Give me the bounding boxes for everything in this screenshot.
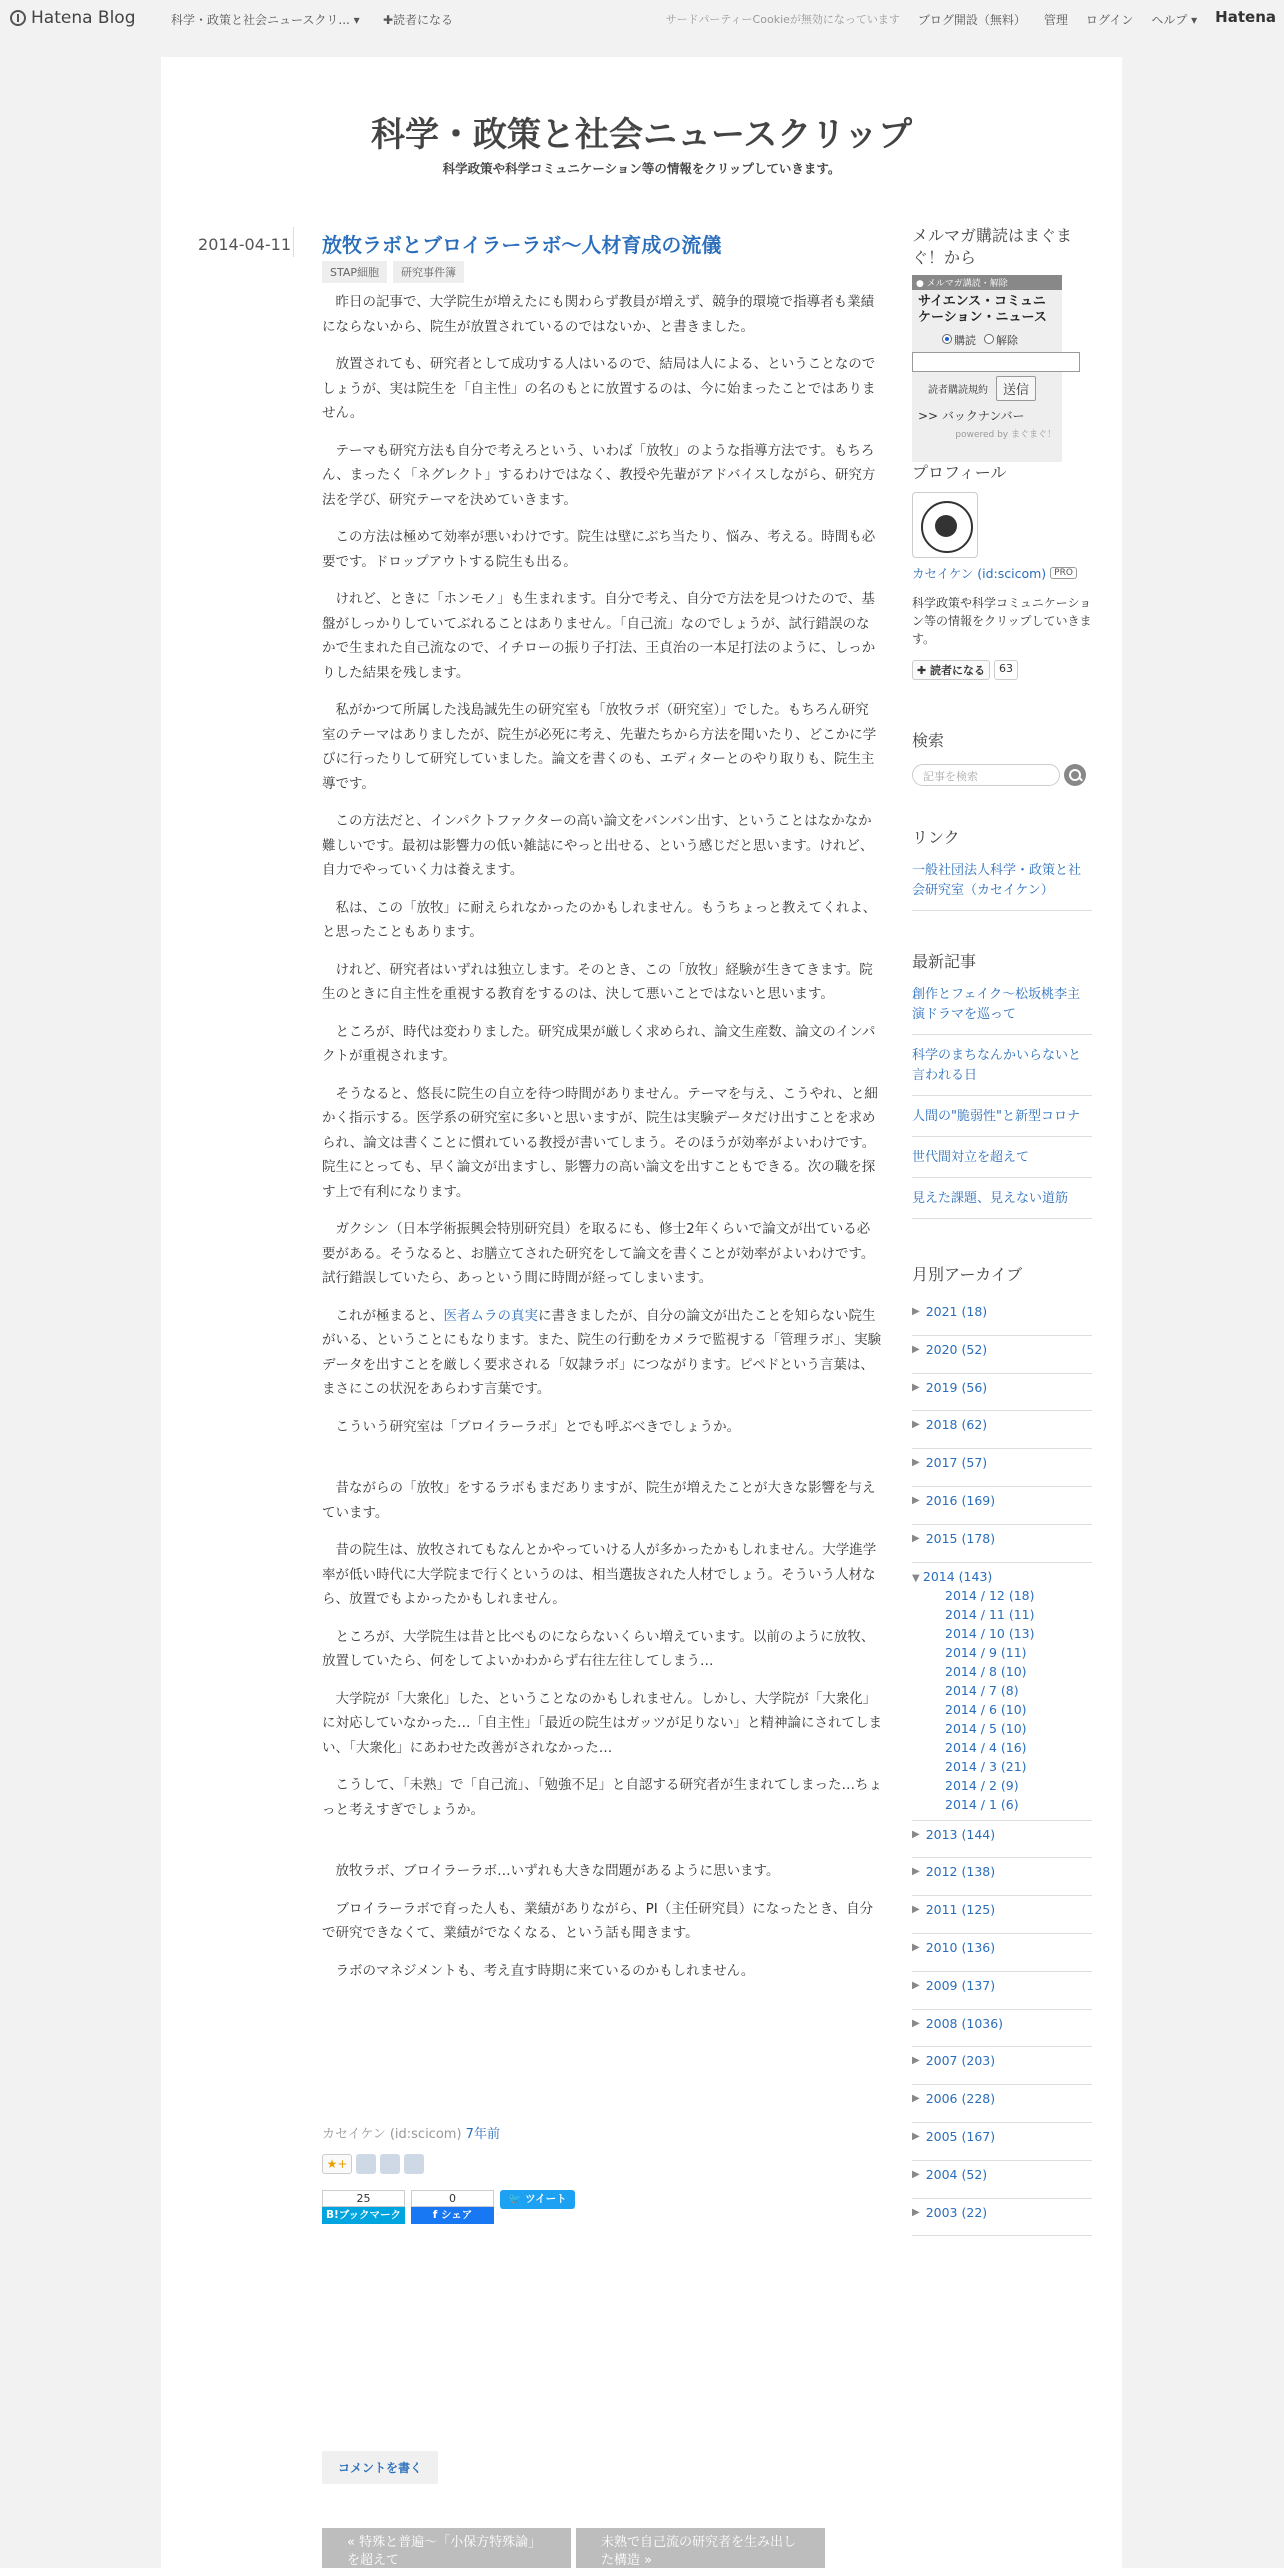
next-entry-link[interactable]: 未熟で自己流の研究者を生み出した構造 »: [576, 2528, 825, 2568]
star-area: [322, 2154, 424, 2174]
entry-paragraph: 放置されても、研究者として成功する人はいるので、結局は人による、ということなのでしょうが、実は院生を「自主性」の名のもとに放置するのは、今に始まったことではありません。: [322, 356, 876, 421]
entry-paragraph: 私は、この「放牧」に耐えられなかったのかもしれません。もうちょっと教えてくれよ、と思ったこともあります。: [322, 899, 877, 940]
star-user-icon[interactable]: [356, 2154, 376, 2174]
mag2-radio-group: [912, 330, 1062, 350]
entry-paragraph: 昨日の記事で、大学院生が増えたにも関わらず教員が増えず、競争的環境で指導者も業績にならないから、院生が放置されているのではないか、と書きました。: [322, 294, 875, 335]
hatebu-count[interactable]: 25: [322, 2190, 405, 2207]
recent-heading: 最新記事: [912, 952, 977, 971]
archive-year-label[interactable]: 2009 (137): [925, 1977, 996, 1993]
archive-year-label[interactable]: 2014 (143): [922, 1568, 993, 1584]
recent-entry-link[interactable]: 見えた課題、見えない道筋: [912, 1189, 1092, 1219]
expand-triangle-icon[interactable]: ▶: [912, 1343, 920, 1355]
archive-month-link[interactable]: 2014 / 5 (10): [945, 1720, 1027, 1736]
search-form: [912, 764, 1092, 786]
login-link[interactable]: ログイン: [1085, 13, 1134, 27]
archive-year-label[interactable]: 2013 (144): [925, 1826, 996, 1842]
facebook-share: [411, 2190, 494, 2224]
mag2-backnumber-link[interactable]: >> バックナンバー: [918, 409, 1025, 423]
expand-triangle-icon[interactable]: ▶: [912, 1494, 920, 1506]
expand-triangle-icon[interactable]: ▶: [912, 1381, 920, 1393]
hatebu-share: [322, 2190, 405, 2224]
category-tag[interactable]: STAP細胞: [322, 261, 387, 283]
archive-year-item[interactable]: [912, 1487, 1092, 1525]
open-blog-link[interactable]: ブログ開設（無料）: [917, 13, 1026, 27]
archive-year-label[interactable]: 2011 (125): [925, 1902, 996, 1918]
archive-list: [912, 1298, 1092, 2236]
archive-month-link[interactable]: 2014 / 4 (16): [945, 1739, 1027, 1755]
avatar[interactable]: [912, 492, 978, 558]
entry-paragraph: けれど、ときに「ホンモノ」も生まれます。自分で考え、自分で方法を見つけたので、基盤がしっかりしていてぶれることはありません。「自己流」なのでしょうが、試行錯誤のなかで生まれた自己流なので、イチローの振り子打法、王貞治の一本足打法のように、しっかりした結果を残します。: [322, 591, 876, 681]
entry-date[interactable]: 2014-04-11: [198, 235, 291, 254]
unsubscribe-radio[interactable]: [984, 332, 1018, 348]
paragraph-gap: [322, 1452, 882, 1476]
links-module: [912, 827, 1092, 922]
archive-year-item[interactable]: [912, 1569, 1092, 1584]
recent-list: [912, 985, 1092, 1219]
entry-paragraph: この方法は極めて効率が悪いわけです。院生は壁にぶち当たり、悩み、考える。時間も必要です。ドロップアウトする院生も出る。: [322, 529, 876, 570]
search-icon[interactable]: [1064, 764, 1086, 786]
archive-year-label[interactable]: 2004 (52): [925, 2166, 988, 2182]
recent-entry-link[interactable]: 人間の"脆弱性"と新型コロナ: [912, 1107, 1092, 1137]
expand-triangle-icon[interactable]: ▶: [912, 1904, 920, 1916]
category-tag[interactable]: 研究事件簿: [393, 261, 464, 283]
radio-checked-icon: [942, 334, 952, 344]
entry-paragraph: そうなると、悠長に院生の自立を待つ時間がありません。テーマを与え、こうやれ、と細かく指示する。医学系の研究室に多いと思いますが、院生は実験データだけ出すことを求められ、論文は書くことに慣れている教授が書いてしまう。そのほうが効率がよいわけです。院生にとっても、早く論文が出ますし、影響力の高い論文を出すこともできる。次の職を探す上で有利になります。: [322, 1085, 878, 1200]
archive-year-expanded: [912, 1563, 1092, 1821]
archive-year-label[interactable]: 2020 (52): [925, 1341, 988, 1357]
archive-year-item[interactable]: [912, 1896, 1092, 1934]
expand-triangle-icon[interactable]: ▶: [912, 1866, 920, 1878]
archive-year-item[interactable]: [912, 2199, 1092, 2237]
entry-paragraph: ラボのマネジメントも、考え直す時期に来ているのかもしれません。: [335, 1962, 755, 1979]
recent-module: [912, 951, 1092, 1230]
expand-triangle-icon[interactable]: ▶: [912, 2017, 920, 2029]
subscribe-area: [912, 660, 1092, 680]
entry-paragraph: 私がかつて所属した浅島誠先生の研究室も「放牧ラボ（研究室）」でした。もちろん研究室のテーマはありましたが、院生が必死に考え、先輩たちから方法を聞いたり、どこかに学びに行ったりして研究していました。論文を書くのも、エディターとのやり取りも、院生主導です。: [322, 702, 877, 792]
archive-year-item[interactable]: [912, 1934, 1092, 1972]
link-item[interactable]: 一般社団法人科学・政策と社会研究室（カセイケン）: [912, 861, 1092, 911]
tweet-label: ツイート: [525, 2193, 567, 2205]
entry-paragraph: [322, 1304, 882, 1402]
expand-triangle-icon[interactable]: ▶: [912, 1941, 920, 1953]
archive-module: [912, 1264, 1092, 2236]
cookie-notice[interactable]: サードパーティーCookieが無効になっています: [665, 13, 900, 26]
mag2-terms-link[interactable]: 読者購読規約: [928, 385, 988, 396]
entry-paragraph: 大学院が「大衆化」した、ということなのかもしれません。しかし、大学院が「大衆化」に対応していなかった…「自主性」「最近の院生はガッツが足りない」と精神論にされてしまい、「大衆化」にあわせた改善がされなかった…: [322, 1690, 882, 1756]
links-heading: リンク: [912, 828, 960, 847]
archive-year-item[interactable]: [912, 1525, 1092, 1563]
expand-triangle-icon[interactable]: ▶: [912, 2130, 920, 2142]
mag2-widget: [912, 275, 1062, 462]
subscribe-radio-label: 購読: [954, 334, 976, 347]
entry-footer: [322, 2123, 500, 2142]
entry-title[interactable]: 放牧ラボとブロイラーラボ〜人材育成の流儀: [322, 233, 722, 257]
blog-description: 科学政策や科学コミュニケーション等の情報をクリップしていきます。: [442, 161, 841, 176]
expand-triangle-icon[interactable]: ▶: [912, 2055, 920, 2067]
entry-content: [322, 290, 882, 1996]
profile-name-row: [912, 564, 1092, 582]
archive-month-link[interactable]: 2014 / 7 (8): [945, 1682, 1019, 1698]
expand-triangle-icon[interactable]: ▶: [912, 2168, 920, 2180]
entry-paragraph: テーマも研究方法も自分で考えろという、いわば「放牧」のような指導方法です。もちろん、まったく「ネグレクト」するわけではなく、教授や先輩がアドバイスしながら、研究方法を学び、研究テーマを決めていきます。: [322, 442, 876, 508]
entry-paragraph: 昔の院生は、放牧されてもなんとかやっていける人が多かったかもしれません。大学進学率が低い時代に大学院まで行くというのは、相当選抜された人材でしょう。そういう人材なら、放置でもよかったかもしれません。: [322, 1542, 877, 1607]
archive-month-link[interactable]: 2014 / 2 (9): [945, 1777, 1019, 1793]
archive-year-item[interactable]: [912, 1449, 1092, 1487]
paragraph-text: に書きましたが、自分の論文が出たことを知らない院生がいる、ということにもなります。また、院生の行動をカメラで監視する「管理ラボ」、実験データを出すことを厳しく要求される「奴隷ラボ」につながります。ピペドという言葉は、まさにこの状況をあらわす言葉です。: [322, 1307, 882, 1397]
admin-link[interactable]: 管理: [1043, 13, 1068, 27]
mag2-email-input[interactable]: [912, 352, 1080, 372]
entry-paragraph: ブロイラーラボで育った人も、業績がありながら、PI（主任研究員）になったとき、自分で研究できなくて、業績がでなくなる、という話も聞きます。: [322, 1900, 874, 1941]
share-buttons: [322, 2190, 575, 2224]
header-subscribe-button[interactable]: ✚読者になる: [383, 13, 454, 27]
permalink-time[interactable]: 7年前: [465, 2127, 500, 2142]
archive-year-label[interactable]: 2015 (178): [925, 1530, 996, 1546]
archive-year-item[interactable]: [912, 2123, 1092, 2161]
inline-article-link[interactable]: 医者ムラの真実: [443, 1307, 538, 1324]
author-link[interactable]: カセイケン (id:scicom): [322, 2127, 462, 2142]
mag2-top-bar: ● メルマガ講読・解除: [912, 275, 1062, 290]
archive-year-label[interactable]: 2008 (1036): [925, 2015, 1004, 2031]
expand-triangle-icon[interactable]: ▶: [912, 2093, 920, 2105]
archive-year-label[interactable]: 2006 (228): [925, 2091, 996, 2107]
links-list: [912, 861, 1092, 911]
expand-triangle-icon[interactable]: ▶: [912, 1532, 920, 1544]
hatena-blog-logo[interactable]: [10, 8, 136, 28]
archive-year-label[interactable]: 2005 (167): [925, 2128, 996, 2144]
tweet-button[interactable]: [500, 2190, 575, 2209]
collapse-triangle-icon[interactable]: ▼: [912, 1572, 923, 1584]
hatena-logo[interactable]: Hatena: [1215, 8, 1276, 26]
radio-unchecked-icon: [984, 334, 994, 344]
archive-month-link[interactable]: 2014 / 1 (6): [945, 1796, 1019, 1812]
archive-year-item[interactable]: [912, 2010, 1092, 2048]
archive-year-label[interactable]: 2012 (138): [925, 1864, 996, 1880]
star-user-icon[interactable]: [380, 2154, 400, 2174]
entry-paragraph: ところが、時代は変わりました。研究成果が厳しく求められ、論文生産数、論文のインパクトが重視されます。: [322, 1023, 876, 1064]
entry-paragraph: こうして、「未熟」で「自己流」、「勉強不足」と自認する研究者が生まれてしまった…ちょっと考えすぎでしょうか。: [322, 1777, 882, 1818]
entry-categories: [322, 261, 464, 283]
expand-triangle-icon[interactable]: ▶: [912, 1306, 920, 1317]
sidebar-magazine-heading: [912, 225, 1092, 269]
tweet-share: [500, 2190, 575, 2224]
mag2-action-row: [912, 372, 1062, 405]
archive-year-label[interactable]: 2007 (203): [925, 2053, 996, 2069]
archive-year-label[interactable]: 2003 (22): [925, 2204, 988, 2220]
blog-title[interactable]: 科学・政策と社会ニュースクリップ: [371, 115, 912, 155]
archive-year-item[interactable]: [912, 1972, 1092, 2010]
search-input[interactable]: 記事を検索: [912, 764, 1060, 786]
expand-triangle-icon[interactable]: ▶: [912, 2206, 920, 2218]
entry-paragraph: ガクシン（日本学術振興会特別研究員）を取るにも、修士2年くらいで論文が出ている必要がある。そうなると、お膳立てされた研究をして論文を書くことが効率がよいわけです。試行錯誤していたら、あっという間に時間が経ってしまいます。: [322, 1221, 875, 1286]
archive-year-item[interactable]: [912, 1821, 1092, 1859]
expand-triangle-icon[interactable]: ▶: [912, 1828, 920, 1840]
archive-year-label[interactable]: 2019 (56): [925, 1379, 988, 1395]
archive-year-item[interactable]: [912, 1336, 1092, 1374]
recent-entry-link[interactable]: 創作とフェイク〜松坂桃李主演ドラマを巡って: [912, 985, 1092, 1035]
archive-months: [912, 1586, 1092, 1814]
global-header: [0, 0, 1284, 38]
archive-year-item[interactable]: [912, 2161, 1092, 2199]
archive-year-item[interactable]: [912, 1858, 1092, 1896]
archive-month-link[interactable]: 2014 / 3 (21): [945, 1758, 1027, 1774]
archive-month-link[interactable]: 2014 / 11 (11): [945, 1606, 1035, 1622]
archive-month-link[interactable]: 2014 / 9 (11): [945, 1644, 1027, 1660]
archive-year-label[interactable]: 2021 (18): [925, 1304, 988, 1319]
blog-container: [161, 57, 1122, 2568]
twitter-bird-icon: 🐦: [508, 2193, 526, 2205]
profile-description: 科学政策や科学コミュニケーション等の情報をクリップしていきます。: [912, 596, 1092, 646]
write-comment-button[interactable]: コメントを書く: [322, 2451, 438, 2484]
recent-entry-link[interactable]: 科学のまちなんかいらないと言われる日: [912, 1046, 1092, 1096]
avatar-icon: [935, 515, 957, 537]
header-right-menu: [665, 8, 1276, 28]
archive-year-item[interactable]: [912, 1411, 1092, 1449]
archive-month-link[interactable]: 2014 / 6 (10): [945, 1701, 1027, 1717]
archive-year-label[interactable]: 2016 (169): [925, 1492, 996, 1508]
add-star-button[interactable]: ★+: [322, 2154, 352, 2174]
profile-module: [912, 462, 1092, 680]
archive-heading: 月別アーカイブ: [912, 1265, 1023, 1284]
entry-paragraph: ところが、大学院生は昔と比べものにならないくらい増えています。以前のように放牧、放置していたら、何をしてよいかわからず右往左往してしまう…: [322, 1628, 875, 1669]
profile-name-link[interactable]: カセイケン (id:scicom): [912, 566, 1047, 581]
archive-year-item[interactable]: [912, 2085, 1092, 2123]
archive-year-label[interactable]: 2017 (57): [925, 1455, 988, 1471]
logo-text: Hatena Blog: [31, 8, 136, 28]
subscribe-radio[interactable]: [942, 332, 976, 348]
hatena-blog-logo-icon: [10, 10, 26, 26]
facebook-share-button[interactable]: f シェア: [411, 2207, 494, 2224]
star-user-icon[interactable]: [404, 2154, 424, 2174]
archive-month-link[interactable]: 2014 / 8 (10): [945, 1663, 1027, 1679]
subscribe-button[interactable]: ✚ 読者になる: [912, 660, 990, 680]
mag2-send-button[interactable]: 送信: [996, 376, 1036, 401]
facebook-count[interactable]: 0: [411, 2190, 494, 2207]
pro-badge: PRO: [1050, 567, 1077, 579]
archive-year-item[interactable]: [912, 1374, 1092, 1412]
hatebu-button[interactable]: B!ブックマーク: [322, 2207, 405, 2224]
expand-triangle-icon[interactable]: ▶: [912, 1979, 920, 1991]
archive-month-link[interactable]: 2014 / 10 (13): [945, 1625, 1035, 1641]
entry-paragraph: 昔ながらの「放牧」をするラボもまだありますが、院生が増えたことが大きな影響を与えています。: [322, 1480, 876, 1521]
archive-year-item[interactable]: [912, 1298, 1092, 1336]
help-menu[interactable]: ヘルプ ▾: [1151, 13, 1198, 27]
entry-paragraph: この方法だと、インパクトファクターの高い論文をバンバン出す、ということはなかなか難しいです。最初は影響力の低い雑誌にやっと出せる、という感じだと思います。けれど、自力でやっていく力は養えます。: [322, 813, 874, 878]
paragraph-text: これが極まると、: [335, 1307, 444, 1324]
subscriber-count[interactable]: 63: [994, 660, 1018, 680]
expand-triangle-icon[interactable]: ▶: [912, 1419, 920, 1431]
profile-heading: プロフィール: [912, 463, 1007, 482]
entry-paragraph: こういう研究室は「ブロイラーラボ」とでも呼ぶべきでしょうか。: [335, 1418, 741, 1435]
archive-year-label[interactable]: 2010 (136): [925, 1939, 996, 1955]
search-heading: 検索: [912, 731, 945, 750]
archive-month-link[interactable]: 2014 / 12 (18): [945, 1587, 1035, 1603]
expand-triangle-icon[interactable]: ▶: [912, 1457, 920, 1469]
entry-paragraph: 放牧ラボ、ブロイラーラボ…いずれも大きな問題があるように思います。: [335, 1863, 780, 1879]
search-module: [912, 730, 1092, 786]
mag2-title: サイエンス・コミュニケーション・ニュース: [918, 294, 1047, 325]
date-divider: [293, 227, 294, 257]
archive-year-label[interactable]: 2018 (62): [925, 1417, 988, 1433]
entry-paragraph: けれど、研究者はいずれは独立します。そのとき、この「放牧」経験が生きてきます。院生のときに自主性を重視する教育をするのは、決して悪いことではないと思います。: [322, 961, 873, 1002]
blog-menu[interactable]: 科学・政策と社会ニュースクリ... ▾: [171, 13, 360, 27]
unsubscribe-radio-label: 解除: [996, 334, 1018, 347]
prev-entry-link[interactable]: « 特殊と普遍〜「小保方特殊論」を超えて: [322, 2528, 571, 2568]
archive-year-item[interactable]: [912, 2047, 1092, 2085]
paragraph-gap: [322, 1835, 882, 1859]
magazine-heading: メルマガ購読はまぐまぐ！から: [912, 226, 1073, 267]
recent-entry-link[interactable]: 世代間対立を超えて: [912, 1148, 1092, 1178]
mag2-powered: powered by まぐまぐ！: [955, 430, 1056, 440]
